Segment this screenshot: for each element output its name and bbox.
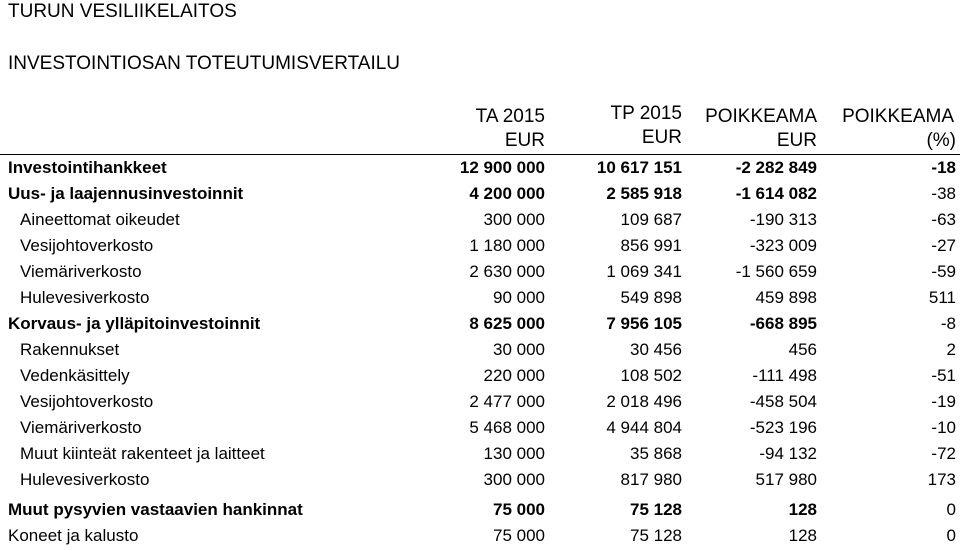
table-row bbox=[0, 467, 960, 493]
cell-tp: 4 944 804 bbox=[606, 418, 682, 437]
table-row bbox=[0, 415, 960, 441]
cell-pct: -59 bbox=[931, 262, 956, 281]
cell-pct: 0 bbox=[946, 500, 956, 519]
header-diff-line1: POIKKEAMA bbox=[705, 106, 817, 127]
cell-pct: -63 bbox=[931, 210, 956, 229]
cell-tp: 817 980 bbox=[620, 470, 682, 489]
cell-diff: -668 895 bbox=[749, 314, 817, 333]
header-tp-line1: TP 2015 bbox=[610, 103, 682, 124]
cell-pct: -72 bbox=[931, 444, 956, 463]
table-row bbox=[0, 259, 960, 285]
cell-ta: 300 000 bbox=[483, 210, 545, 229]
cell-diff: 456 bbox=[788, 340, 817, 359]
cell-pct: -27 bbox=[931, 236, 956, 255]
cell-diff: 517 980 bbox=[755, 470, 817, 489]
table-row bbox=[0, 155, 960, 181]
cell-diff: -523 196 bbox=[749, 418, 817, 437]
row-label: Investointihankkeet bbox=[8, 158, 167, 177]
row-label: Uus- ja laajennusinvestoinnit bbox=[8, 184, 244, 203]
header-tp-line2: EUR bbox=[641, 127, 682, 148]
row-label: Muut pysyvien vastaavien hankinnat bbox=[8, 500, 303, 519]
table-row bbox=[0, 285, 960, 311]
cell-tp: 856 991 bbox=[620, 236, 682, 255]
table-row bbox=[0, 311, 960, 337]
cell-tp: 109 687 bbox=[620, 210, 682, 229]
row-label: Vesijohtoverkosto bbox=[20, 236, 154, 255]
cell-diff: -458 504 bbox=[749, 392, 817, 411]
cell-diff: 459 898 bbox=[755, 288, 817, 307]
cell-ta: 2 477 000 bbox=[469, 392, 545, 411]
table-row bbox=[0, 233, 960, 259]
table-row bbox=[0, 523, 960, 549]
table-row bbox=[0, 181, 960, 207]
header-ta-line2: EUR bbox=[504, 130, 545, 151]
cell-pct: -19 bbox=[931, 392, 956, 411]
table-row bbox=[0, 207, 960, 233]
cell-ta: 75 000 bbox=[493, 526, 545, 545]
cell-diff: -190 313 bbox=[749, 210, 817, 229]
header-ta-line1: TA 2015 bbox=[475, 106, 545, 127]
cell-pct: 511 bbox=[928, 288, 956, 307]
table-row bbox=[0, 337, 960, 363]
table-row bbox=[0, 363, 960, 389]
row-label: Muut kiinteät rakenteet ja laitteet bbox=[20, 444, 265, 463]
cell-tp: 30 456 bbox=[630, 340, 682, 359]
row-label: Aineettomat oikeudet bbox=[20, 210, 180, 229]
row-label: Vedenkäsittely bbox=[20, 366, 130, 385]
cell-pct: -51 bbox=[931, 366, 956, 385]
cell-tp: 75 128 bbox=[630, 526, 682, 545]
cell-tp: 7 956 105 bbox=[606, 314, 682, 333]
cell-ta: 300 000 bbox=[483, 470, 545, 489]
cell-tp: 2 585 918 bbox=[606, 184, 682, 203]
cell-ta: 130 000 bbox=[483, 444, 545, 463]
header-diff-line2: EUR bbox=[776, 130, 817, 151]
cell-pct: 173 bbox=[927, 470, 956, 489]
table-row bbox=[0, 497, 960, 523]
row-label: Koneet ja kalusto bbox=[8, 526, 139, 545]
cell-ta: 2 630 000 bbox=[469, 262, 545, 281]
table-row bbox=[0, 441, 960, 467]
row-label: Rakennukset bbox=[20, 340, 120, 359]
table-row bbox=[0, 389, 960, 415]
cell-tp: 549 898 bbox=[620, 288, 682, 307]
cell-ta: 5 468 000 bbox=[469, 418, 545, 437]
cell-ta: 30 000 bbox=[493, 340, 545, 359]
cell-diff: -1 560 659 bbox=[735, 262, 817, 281]
cell-ta: 75 000 bbox=[493, 500, 545, 519]
cell-ta: 90 000 bbox=[493, 288, 545, 307]
cell-diff: 128 bbox=[788, 500, 817, 519]
header-pct-line2: (%) bbox=[926, 130, 956, 151]
report-title: TURUN VESILIIKELAITOS bbox=[8, 1, 237, 22]
row-label: Korvaus- ja ylläpitoinvestoinnit bbox=[8, 314, 261, 333]
cell-pct: -38 bbox=[931, 184, 956, 203]
cell-pct: -18 bbox=[931, 158, 956, 177]
cell-ta: 220 000 bbox=[483, 366, 545, 385]
cell-diff: -1 614 082 bbox=[735, 184, 817, 203]
header-pct-line1: POIKKEAMA bbox=[842, 106, 954, 127]
row-label: Hulevesiverkosto bbox=[20, 470, 150, 489]
cell-diff: -94 132 bbox=[759, 444, 817, 463]
cell-tp: 10 617 151 bbox=[596, 158, 682, 177]
row-label: Viemäriverkosto bbox=[20, 418, 142, 437]
cell-tp: 35 868 bbox=[630, 444, 682, 463]
cell-ta: 12 900 000 bbox=[459, 158, 545, 177]
cell-tp: 1 069 341 bbox=[606, 262, 682, 281]
cell-diff: -323 009 bbox=[749, 236, 817, 255]
row-label: Hulevesiverkosto bbox=[20, 288, 150, 307]
cell-pct: -8 bbox=[940, 314, 956, 333]
cell-ta: 8 625 000 bbox=[469, 314, 545, 333]
cell-ta: 1 180 000 bbox=[469, 236, 545, 255]
row-label: Vesijohtoverkosto bbox=[20, 392, 154, 411]
cell-ta: 4 200 000 bbox=[469, 184, 545, 203]
cell-pct: 0 bbox=[946, 526, 956, 545]
cell-tp: 2 018 496 bbox=[606, 392, 682, 411]
report-subtitle: INVESTOINTIOSAN TOTEUTUMISVERTAILU bbox=[8, 53, 401, 74]
cell-pct: -10 bbox=[931, 418, 956, 437]
cell-diff: 128 bbox=[788, 526, 817, 545]
cell-tp: 108 502 bbox=[620, 366, 682, 385]
cell-diff: -111 498 bbox=[752, 366, 817, 385]
cell-tp: 75 128 bbox=[630, 500, 682, 519]
row-label: Viemäriverkosto bbox=[20, 262, 142, 281]
cell-pct: 2 bbox=[946, 340, 956, 359]
cell-diff: -2 282 849 bbox=[735, 158, 817, 177]
